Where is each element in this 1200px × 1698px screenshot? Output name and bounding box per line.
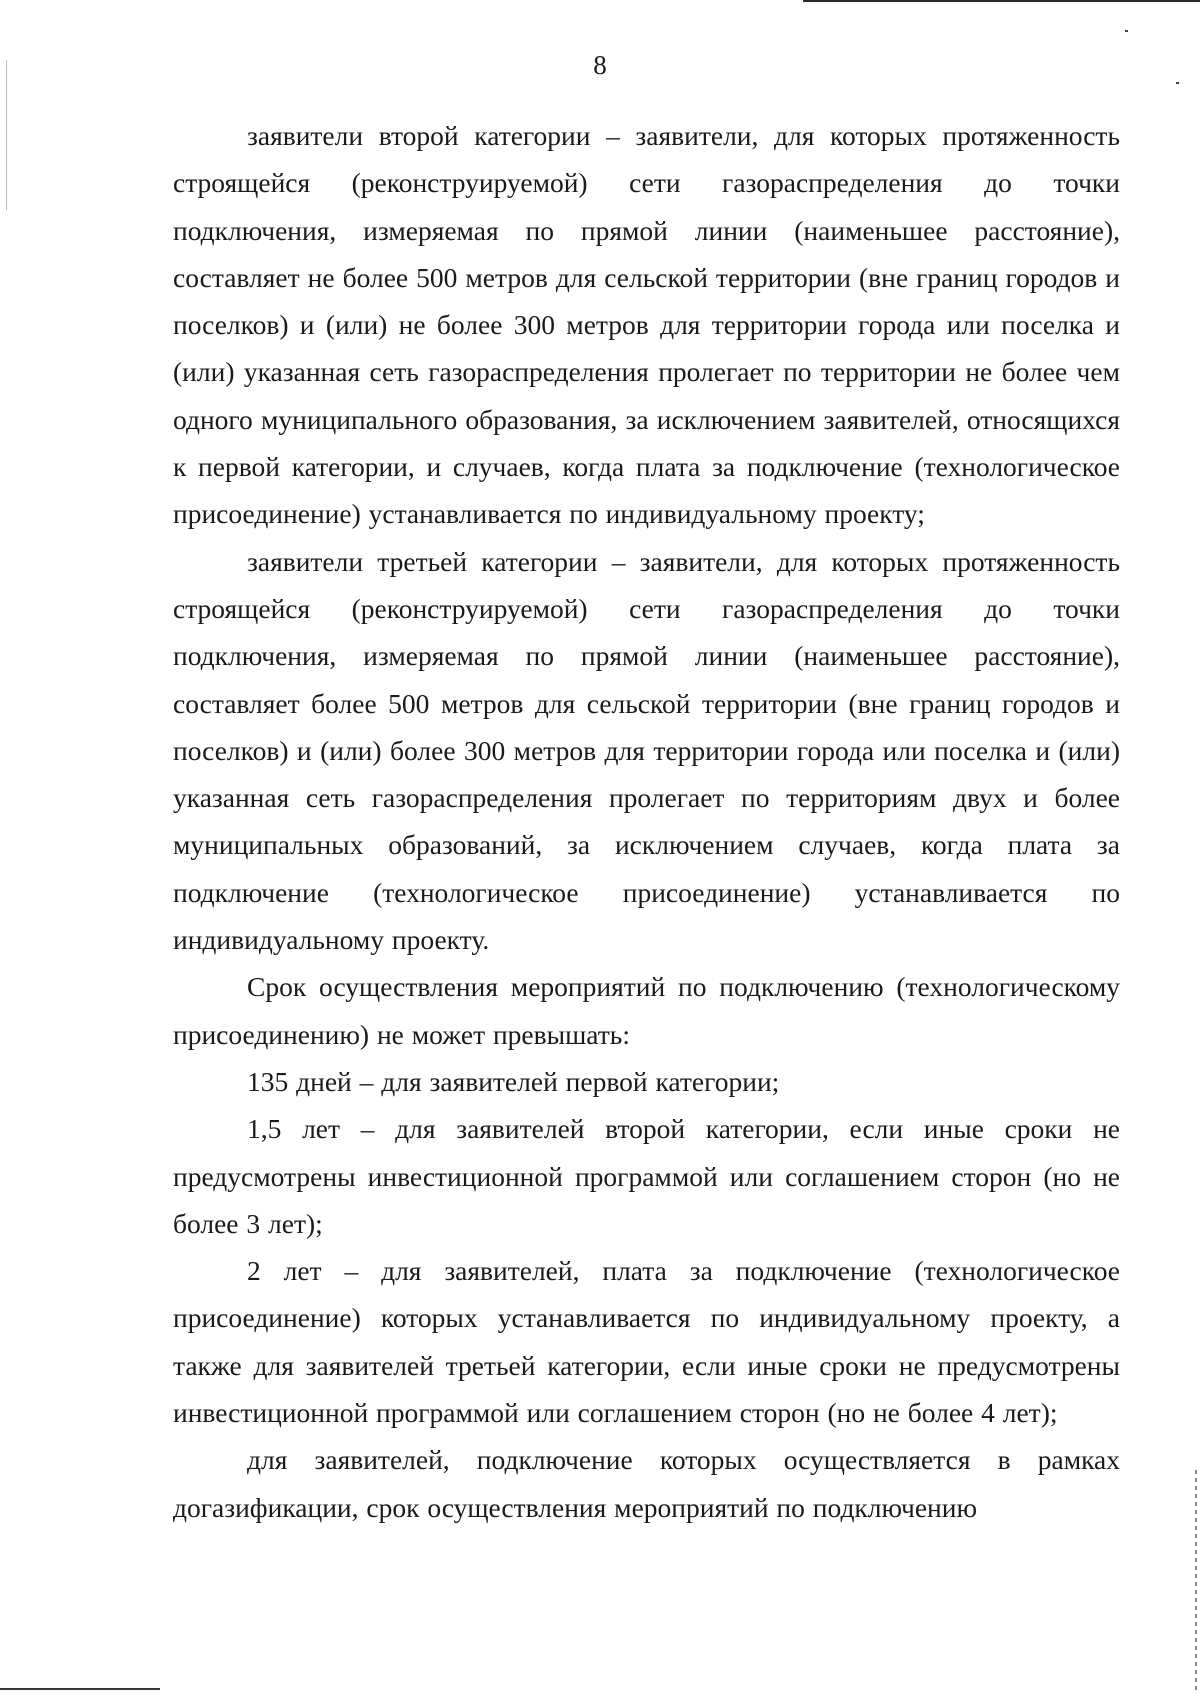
- paragraph-third-category: заявители третьей категории – заявители, для которых протяженность строящейся (реконструируемой) сети газораспределения до точки подключения, измеряемая по прямой линии (наименьшее расстояние), составляет более 500 метров для сельской территории (вне границ городов и поселков) и (или) более 300 метров для территории города или поселка и (или) указанная сеть газораспределения пролегает по территориям двух и более муниципальных образований, за исключением случаев, когда плата за подключение (технологическое присоединение) устанавливается по индивидуальному проекту.: [173, 545, 1120, 956]
- paragraph-deadline-second: 1,5 лет – для заявителей второй категории, если иные сроки не предусмотрены инвестиционной программой или соглашением сторон (но не более 3 лет);: [173, 1113, 1120, 1239]
- scan-bottom-rule: [0, 1688, 160, 1690]
- paragraph-deadline-first: 135 дней – для заявителей первой категории;: [247, 1065, 780, 1097]
- page-number: 8: [593, 50, 607, 80]
- document-body: [173, 112, 1120, 1531]
- scan-speck: [1125, 30, 1128, 32]
- paragraph-deadline-intro: Срок осуществления мероприятий по подключению (технологическому присоединению) не может превышать:: [173, 971, 1120, 1050]
- paragraph-second-category: заявители второй категории – заявители, для которых протяженность строящейся (реконструируемой) сети газораспределения до точки подключения, измеряемая по прямой линии (наименьшее расстояние), составляет не более 500 метров для сельской территории (вне границ городов и поселков) и (или) не более 300 метров для территории города или поселка и (или) указанная сеть газораспределения пролегает по территории не более чем одного муниципального образования, за исключением заявителей, относящихся к первой категории, и случаев, когда плата за подключение (технологическое присоединение) устанавливается по индивидуальному проекту;: [173, 120, 1120, 530]
- scan-right-edge: [1195, 1470, 1197, 1690]
- paragraph-deadline-individual: 2 лет – для заявителей, плата за подключение (технологическое присоединение) которых устанавливается по индивидуальному проекту, а также для заявителей третьей категории, если иные сроки не предусмотрены инвестиционной программой или соглашением сторон (но не более 4 лет);: [173, 1255, 1120, 1429]
- scan-left-edge: [6, 60, 7, 210]
- paragraph-degasification: для заявителей, подключение которых осуществляется в рамках догазификации, срок осуществления мероприятий по подключению: [173, 1444, 1120, 1523]
- scan-speck: [1176, 82, 1179, 84]
- scan-top-rule: [803, 0, 1200, 2]
